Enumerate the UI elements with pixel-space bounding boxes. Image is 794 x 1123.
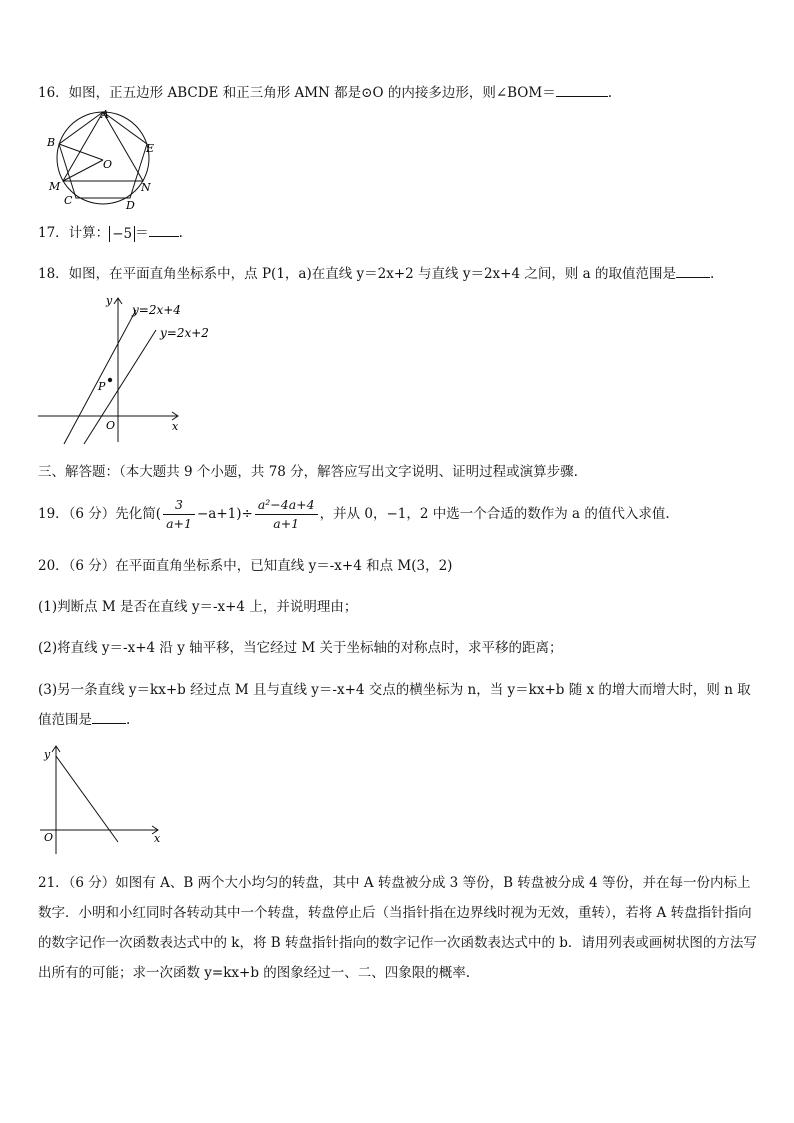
answer-blank	[149, 222, 179, 237]
q18-coordinate-graph	[36, 292, 216, 450]
question-16: 16．如图，正五边形 ABCDE 和正三角形 AMN 都是⊙O 的内接多边形，则∠BOM＝ .	[38, 82, 612, 103]
answer-blank	[676, 263, 710, 278]
label-a: A	[101, 108, 109, 121]
line-2x-plus-4	[64, 310, 136, 444]
question-19: 19．（6 分）先化简( $\frac{3}{a+1}$ −a+1)÷ $\frac{\text{a²−4a+4}}{a+1}$ ，并从 0，−1，2 中选一个合适的数作为 a 的值代入求值.	[38, 497, 670, 531]
question-20-part-1: (1)判断点 M 是否在直线 y＝-x+4 上，并说明理由；	[38, 599, 358, 615]
label-b: B	[47, 136, 56, 149]
question-20: 20．（6 分）在平面直角坐标系中，已知直线 y＝-x+4 和点 M(3，2)	[38, 558, 453, 574]
section-3-header: 三、解答题：（本大题共 9 个小题，共 78 分，解答应写出文字说明、证明过程或演算步骤.	[38, 464, 578, 480]
label-e: E	[146, 142, 155, 155]
answer-blank	[92, 709, 126, 724]
label-m: M	[49, 180, 61, 193]
label-x: x	[172, 420, 179, 433]
label-c: C	[64, 194, 73, 207]
point-p	[108, 378, 112, 382]
pentagon-abcde	[59, 112, 147, 198]
question-20-part-3: (3)另一条直线 y＝kx+b 经过点 M 且与直线 y＝-x+4 交点的横坐标为 n，当 y＝kx+b 随 x 的增大而增大时，则 n 取值范围是 .	[38, 682, 751, 728]
label-y: y	[106, 294, 113, 307]
label-p: P	[98, 380, 106, 393]
label-line-2x-plus-4: y=2x+4	[132, 303, 181, 317]
label-origin: O	[44, 831, 54, 844]
label-y: y	[44, 748, 51, 761]
label-line-2x-plus-2: y=2x+2	[160, 326, 209, 340]
label-x: x	[154, 832, 161, 845]
q20-coordinate-graph	[34, 742, 174, 858]
question-18: 18．如图，在平面直角坐标系中，点 P(1，a)在直线 y＝2x+2 与直线 y＝2x+4 之间，则 a 的取值范围是 .	[38, 263, 714, 284]
label-origin: O	[106, 419, 116, 432]
answer-blank	[556, 82, 608, 97]
segment-ob	[59, 144, 103, 160]
q16-text: 16．如图，正五边形 ABCDE 和正三角形 AMN 都是⊙O 的内接多边形，则∠BOM＝	[38, 85, 556, 101]
label-n: N	[141, 181, 151, 194]
fraction-quadratic-over-a-plus-1: $\frac{\text{a²−4a+4}}{a+1}$	[255, 496, 318, 533]
question-21: 21．（6 分）如图有 A、B 两个大小均匀的转盘，其中 A 转盘被分成 3 等份，B 转盘被分成 4 等份，并在每一份内标上数字．小明和小红同时各转动其中一个转盘，转盘停止后（当指针指在边界线时视为无效，重转），若将 A 转盘指针指向的数字记作一次函数表达式中的 k，将 B 转盘指针指向的数字记作一次函数表达式中的 b．请用列表或画树状图的方法写出所有的可能；求一次函数 y=kx+b 的图象经过一、二、四象限的概率.	[38, 875, 757, 981]
label-o: O	[103, 158, 113, 171]
label-d: D	[126, 199, 135, 212]
line-neg-x-plus-4	[56, 756, 118, 842]
question-20-part-2: (2)将直线 y＝-x+4 沿 y 轴平移，当它经过 M 关于坐标轴的对称点时，求平移的距离；	[38, 640, 563, 656]
pentagon-circle-figure	[38, 104, 168, 212]
fraction-3-over-a-plus-1: $\frac{3}{a+1}$	[163, 496, 195, 533]
question-17: 17．计算： −5 ＝ .	[38, 222, 183, 243]
absolute-value: −5	[109, 226, 135, 242]
